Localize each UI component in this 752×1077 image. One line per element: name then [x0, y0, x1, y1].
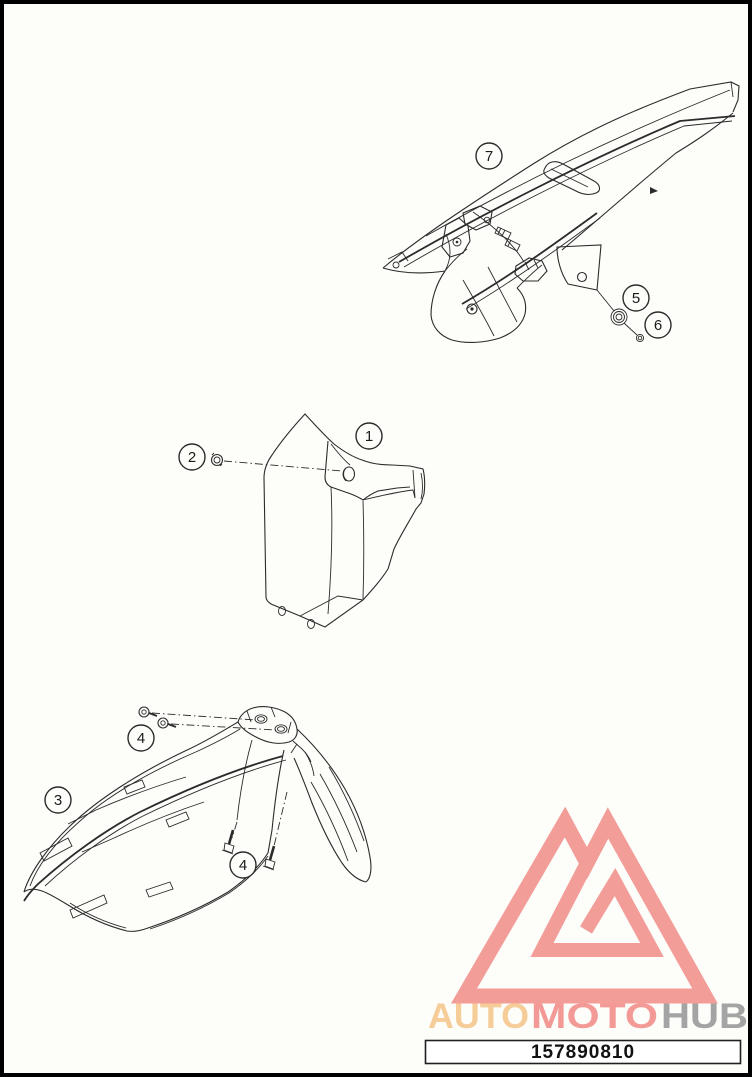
callout-7	[476, 143, 502, 169]
callout-4-bottom	[230, 852, 256, 878]
callout-number: 2	[187, 449, 197, 466]
nut-inner	[638, 336, 642, 340]
screw-head	[212, 455, 223, 466]
flap-bolt-center	[470, 307, 473, 310]
grommet-ring	[614, 312, 625, 323]
logo-triangle-icon	[464, 822, 705, 996]
bolt-head	[139, 707, 149, 717]
screw-axis-line	[224, 461, 342, 471]
front-fender-drawing	[24, 707, 371, 932]
mudflap-crease	[488, 267, 517, 322]
nose-hatch	[329, 767, 364, 841]
fork-bracket	[515, 258, 547, 281]
clamp-hole	[275, 725, 287, 733]
seat-loop	[544, 162, 600, 195]
clamp-hole	[255, 715, 267, 723]
vent-slot-hatch	[508, 240, 511, 246]
callout-6	[645, 312, 671, 338]
brand-word-auto: AUTO	[428, 997, 529, 1036]
callout-number: 4	[136, 730, 146, 747]
number-plate-outline	[264, 414, 425, 627]
grommet-center	[616, 314, 622, 320]
callout-1	[356, 423, 382, 449]
panel-notch	[40, 838, 72, 861]
leader-line-5	[597, 290, 614, 311]
nose-inner-edge	[294, 758, 366, 882]
callouts	[45, 143, 671, 878]
brand-word-moto: MOTO	[531, 997, 658, 1036]
callout-number: 1	[364, 428, 374, 445]
plate-crease	[363, 501, 364, 599]
bolt-head-inner	[142, 710, 146, 714]
panel-split-line	[68, 810, 96, 824]
rear-fender-drawing	[383, 82, 739, 342]
callout-5	[623, 285, 649, 311]
direction-arrow	[650, 187, 658, 194]
nose-top-edge	[297, 729, 371, 882]
rear-fender-underside	[383, 268, 445, 273]
tip-bolt	[393, 262, 399, 268]
nut	[636, 334, 643, 341]
body-crease	[473, 212, 524, 262]
bolt-head-inner	[161, 721, 165, 725]
panel-notch	[146, 882, 173, 897]
side-panel-hole	[578, 273, 587, 282]
plate-bottom-line	[300, 596, 363, 616]
callout-number: 3	[53, 792, 63, 809]
screw-hex	[214, 457, 220, 463]
callout-number: 7	[484, 148, 494, 165]
callout-number: 6	[653, 317, 663, 334]
bolt-axis-line	[171, 724, 276, 730]
bolt-head	[158, 718, 168, 728]
fender-clamp	[238, 707, 297, 744]
clamp-hole-inner	[278, 727, 285, 732]
brand-word-hub: HUB	[661, 997, 748, 1036]
leader-line-6	[624, 323, 637, 335]
lower-stripe-inner	[466, 218, 600, 309]
bolt-flange	[222, 850, 233, 854]
callout-2	[179, 444, 205, 470]
callout-number: 4	[238, 857, 248, 874]
nose-hatch	[320, 774, 357, 852]
bracket-bolt-center	[456, 241, 459, 244]
mount-recess-top	[331, 444, 350, 465]
callout-4-top	[128, 725, 154, 751]
rear-fender-top-inner-line	[426, 90, 730, 236]
plate-foot	[279, 607, 286, 616]
side-panel	[557, 245, 601, 290]
clamp-hole-inner	[258, 717, 265, 722]
panel-split-line	[114, 802, 204, 838]
number-plate-drawing	[212, 414, 425, 629]
watermark-logo	[428, 822, 748, 1036]
plate-fold-outer	[421, 473, 423, 499]
bolt-shaft	[270, 846, 274, 860]
nose-hatch	[311, 782, 348, 861]
plate-crease	[328, 487, 332, 614]
fork-bracket-teeth	[525, 260, 538, 270]
rear-fender-stripe	[399, 116, 735, 262]
blade-mid-crease	[237, 740, 252, 820]
bolt-flange	[263, 866, 274, 870]
vent-slot	[505, 239, 520, 251]
callout-3	[45, 787, 71, 813]
part-number-text: 157890810	[530, 1042, 636, 1063]
rear-fender-tip-edge	[731, 82, 733, 97]
part-number-footer	[426, 1041, 741, 1064]
callout-number: 5	[631, 290, 641, 307]
